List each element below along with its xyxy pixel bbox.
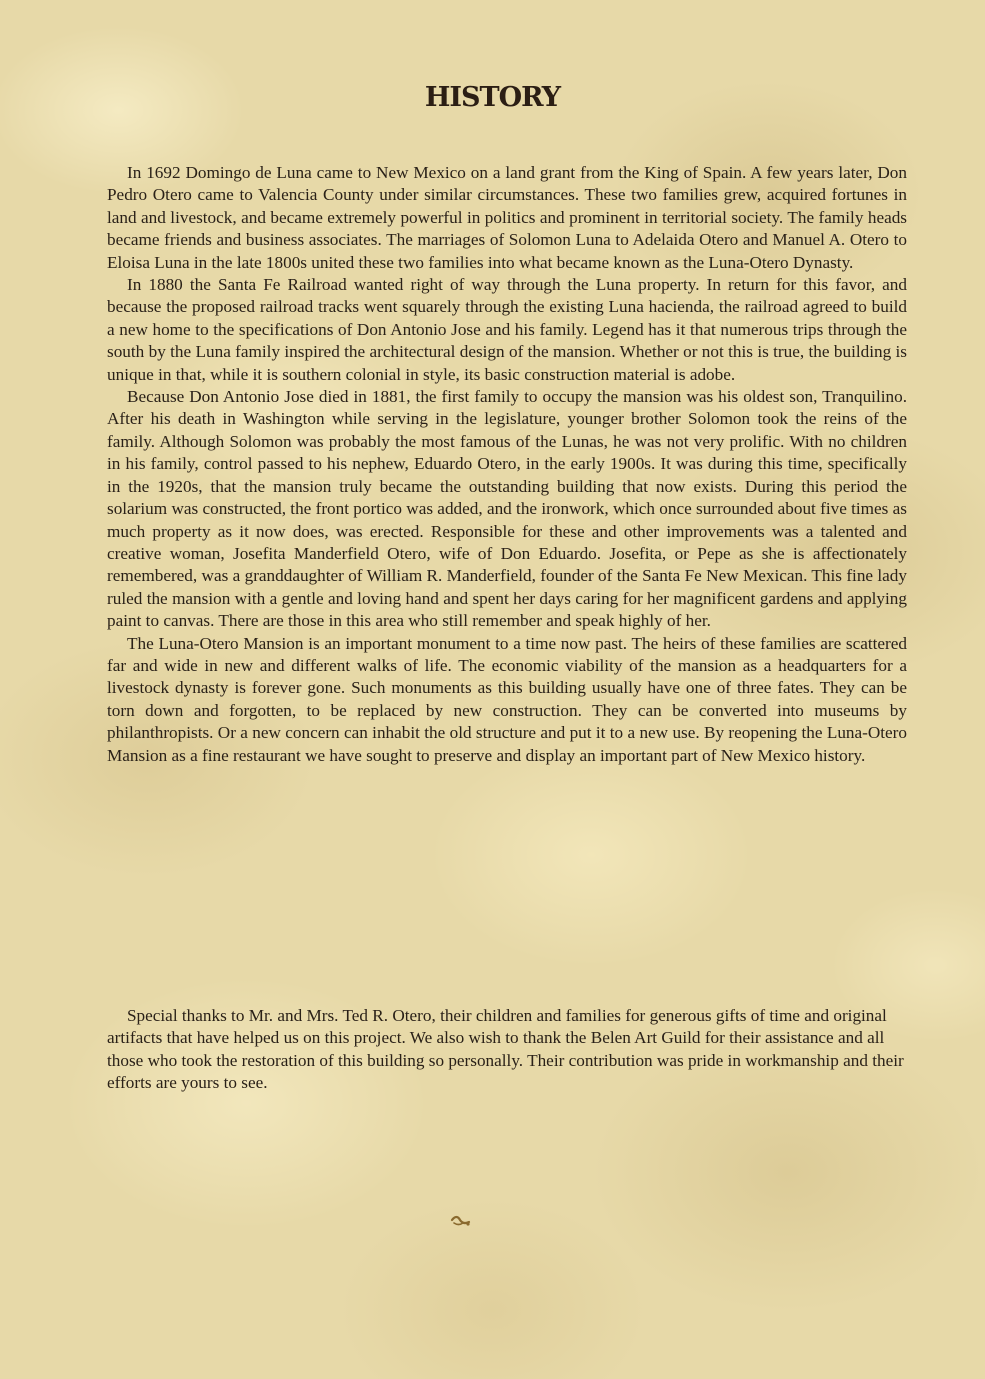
printer-ornament-icon	[450, 1214, 472, 1228]
history-text	[107, 162, 907, 767]
history-paragraph: The Luna-Otero Mansion is an important monument to a time now past. The heirs of these families are scattered far and wide in new and different walks of life. The economic viability of the mansion as a headquarters for a livestock dynasty is forever gone. Such monuments as this building usually have one of three fates. They can be torn down and forgotten, to be replaced by new construction. They can be converted into museums by philanthropists. Or a new concern can inhabit the old structure and put it to a new use. By reopening the Luna-Otero Mansion as a fine restaurant we have sought to preserve and display an important part of New Mexico history.	[107, 633, 907, 765]
page-title: HISTORY	[424, 82, 561, 113]
acknowledgement-paragraph: Special thanks to Mr. and Mrs. Ted R. Otero, their children and families for generous gifts of time and original artifacts that have helped us on this project. We also wish to thank the Belen Art Guild for their assistance and all those who took the restoration of this building so personally. Their contribution was pride in workmanship and their efforts are yours to see.	[107, 1006, 904, 1093]
history-paragraph: Because Don Antonio Jose died in 1881, the first family to occupy the mansion was his oldest son, Tranquilino. After his death in Washington while serving in the legislature, younger brother Solomon took the reins of the family. Although Solomon was probably the most famous of the Lunas, he was not very prolific. With no children in his family, control passed to his nephew, Eduardo Otero, in the early 1900s. It was during this time, specifically in the 1920s, that the mansion truly became the outstanding building that now exists. During this period the solarium was constructed, the front portico was added, and the ironwork, which once surrounded about five times as much property as it now does, was erected. Responsible for these and other improvements was a talented and creative woman, Josefita Manderfield Otero, wife of Don Eduardo. Josefita, or Pepe as she is affectionately remembered, was a granddaughter of William R. Manderfield, founder of the Santa Fe New Mexican. This fine lady ruled the mansion with a gentle and loving hand and spent her days caring for her magnificent gardens and applying paint to canvas. There are those in this area who still remember and speak highly of her.	[107, 387, 907, 631]
history-paragraph: In 1880 the Santa Fe Railroad wanted right of way through the Luna property. In return for this favor, and because the proposed railroad tracks went squarely through the existing Luna hacienda, the railroad agreed to build a new home to the specifications of Don Antonio Jose and his family. Legend has it that numerous trips through the south by the Luna family inspired the architectural design of the mansion. Whether or not this is true, the building is unique in that, while it is southern colonial in style, its basic construction material is adobe.	[107, 275, 907, 384]
history-paragraph: In 1692 Domingo de Luna came to New Mexico on a land grant from the King of Spain. A few years later, Don Pedro Otero came to Valencia County under similar circumstances. These two families grew, acquired fortunes in land and livestock, and became extremely powerful in politics and prominent in territorial society. The family heads became friends and business associates. The marriages of Solomon Luna to Adelaida Otero and Manuel A. Otero to Eloisa Luna in the late 1800s united these two families into what became known as the Luna-Otero Dynasty.	[107, 163, 907, 272]
acknowledgement-block	[107, 1005, 907, 1095]
